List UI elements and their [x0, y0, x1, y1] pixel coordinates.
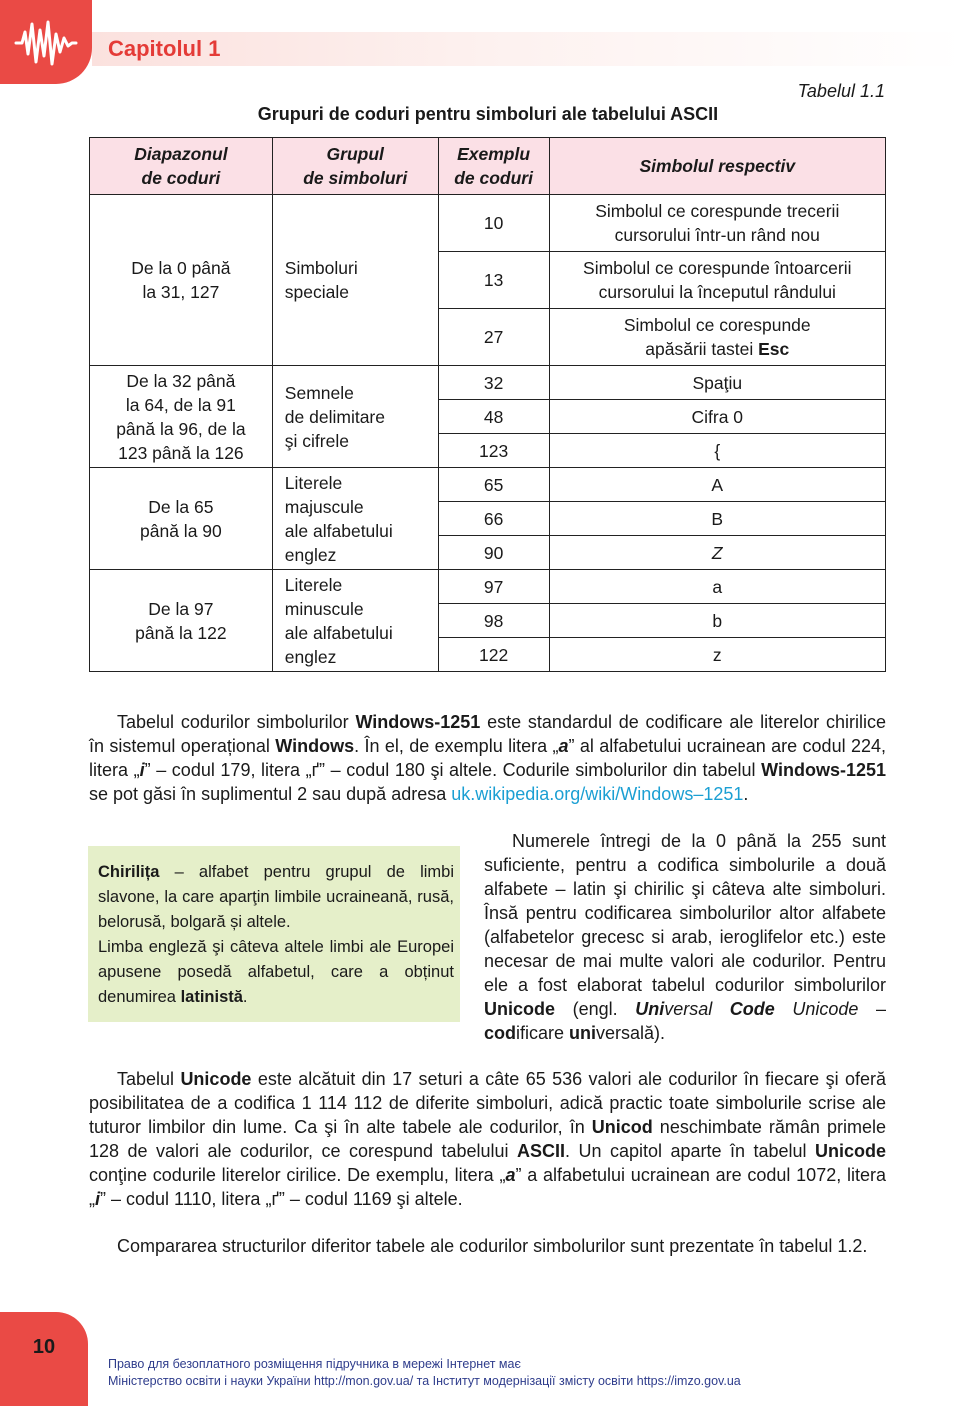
footer-ministry-line: Міністерство освіти і науки України http://mon.gov.ua/ та Інститут модернізації змісту освіти https://imzo.gov.ua	[108, 1374, 741, 1388]
table-header-row	[90, 138, 886, 195]
ascii-code-table	[89, 137, 886, 672]
symbol-cell: Spaţiu	[549, 366, 885, 400]
waveform-icon	[14, 16, 78, 70]
symbol-cell: b	[549, 604, 885, 638]
code-cell: 97	[438, 570, 549, 604]
group-cell: Literele majuscule ale alfabetului englez	[272, 468, 438, 570]
range-cell: De la 32 până la 64, de la 91 până la 96, de la 123 până la 126	[90, 366, 273, 468]
footer-rights-line: Право для безоплатного розміщення підручника в мережі Інтернет має	[108, 1357, 521, 1371]
header-symbol: Simbolul respectiv	[549, 138, 885, 195]
group-cell: Literele minuscule ale alfabetului englez	[272, 570, 438, 672]
code-cell: 27	[438, 309, 549, 366]
page-number: 10	[32, 1336, 56, 1358]
code-cell: 13	[438, 252, 549, 309]
page-number-badge	[0, 1312, 88, 1406]
paragraph-unicode-intro: Numerele întregi de la 0 până la 255 sunt suficiente, pentru a codifica simbolurile a două alfabete – latin şi chirilic şi câteva alte simboluri. Însă pentru codificarea simbolurilor altor alfabete (alfabetelor grecesc si arab, ieroglifelor etc.) este necesar de mai multe valori ale codurilor. Pentru ele a fost elaborat tabelul codurilor simbolurilor Unicode (engl. Universal Code Unicode – codificare universală).	[484, 831, 887, 1043]
code-cell: 122	[438, 638, 549, 672]
table-title: Grupuri de coduri pentru simboluri ale tabelului ASCII	[257, 104, 719, 124]
code-cell: 10	[438, 195, 549, 252]
paragraph-comparison: Compararea structurilor diferitor tabele ale codurilor simbolurilor sunt prezentate în tabelul 1.2.	[117, 1236, 868, 1256]
symbol-cell: Z	[549, 536, 885, 570]
range-cell: De la 0 până la 31, 127	[90, 195, 273, 366]
table-row	[90, 468, 886, 502]
symbol-cell: Cifra 0	[549, 400, 885, 434]
symbol-cell: B	[549, 502, 885, 536]
wikipedia-link[interactable]: uk.wikipedia.org/wiki/Windows–1251	[451, 784, 744, 804]
table-row	[90, 366, 886, 400]
table-row	[90, 195, 886, 252]
header-symbol-group: Grupul de simboluri	[272, 138, 438, 195]
group-cell: Simboluri speciale	[272, 195, 438, 366]
code-cell: 32	[438, 366, 549, 400]
code-cell: 65	[438, 468, 549, 502]
code-cell: 48	[438, 400, 549, 434]
code-cell: 90	[438, 536, 549, 570]
note-cyrillic-definition: Chirilița – alfabet pentru grupul de limbi slavone, la care aparţin limbile ucraineană, rusă, belorusă, bolgară și altele.	[98, 863, 454, 931]
range-cell: De la 65 până la 90	[90, 468, 273, 570]
symbol-cell: A	[549, 468, 885, 502]
symbol-cell: Simbolul ce corespunde întoarcerii cursorului la începutul rândului	[549, 252, 885, 309]
range-cell: De la 97 până la 122	[90, 570, 273, 672]
code-cell: 98	[438, 604, 549, 638]
symbol-cell: a	[549, 570, 885, 604]
table-row	[90, 570, 886, 604]
symbol-cell: {	[549, 434, 885, 468]
header-code-range: Diapazonul de coduri	[90, 138, 273, 195]
paragraph-windows-1251: Tabelul codurilor simbolurilor Windows-1251 este standardul de codificare ale literelor chirilice în sistemul operațional Windows. În el, de exemplu litera „a” al alfabetului ucrainean are codul 224, litera „і” – codul 179, litera „ґ” – codul 180 şi altele. Codurile simbolurilor din tabelul Windows-1251 se pot găsi în suplimentul 2 sau după adresa uk.wikipedia.org/wiki/Windows–1251.	[89, 712, 886, 804]
code-cell: 123	[438, 434, 549, 468]
header-code-example: Exemplu de coduri	[438, 138, 549, 195]
group-cell: Semnele de delimitare şi cifrele	[272, 366, 438, 468]
note-latin-definition: Limba engleză şi câteva altele limbi ale Europei apusene posedă alfabetul, care a obținut denumirea latinistă.	[98, 938, 454, 1006]
paragraph-unicode-details: Tabelul Unicode este alcătuit din 17 seturi a câte 65 536 valori ale codurilor în fiecare şi oferă posibilitatea de a codifica 1 114 112 de diferite simboluri, adică practic toate simbolurile scrise ale tuturor limbilor din lume. Ca şi în alte tabele ale codurilor, în Unicod neschimbate rămân primele 128 de valori ale codurilor, ce corespund tabelului ASCII. Un capitol aparte în tabelul Unicode conţine codurile literelor cirilice. De exemplu, litera „a” a alfabetului ucrainean are codul 1072, litera „і” – codul 1110, litera „ґ” – codul 1169 şi altele.	[89, 1069, 887, 1209]
table-number: Tabelul 1.1	[797, 81, 885, 101]
chapter-corner-badge	[0, 0, 92, 84]
symbol-cell: Simbolul ce corespunde trecerii cursorului într-un rând nou	[549, 195, 885, 252]
chapter-title: Capitolul 1	[108, 36, 221, 61]
code-cell: 66	[438, 502, 549, 536]
symbol-cell: Simbolul ce corespunde apăsării tastei Esc	[549, 309, 885, 366]
definition-note-box	[88, 846, 460, 1022]
symbol-cell: z	[549, 638, 885, 672]
chapter-header-band	[92, 32, 963, 66]
